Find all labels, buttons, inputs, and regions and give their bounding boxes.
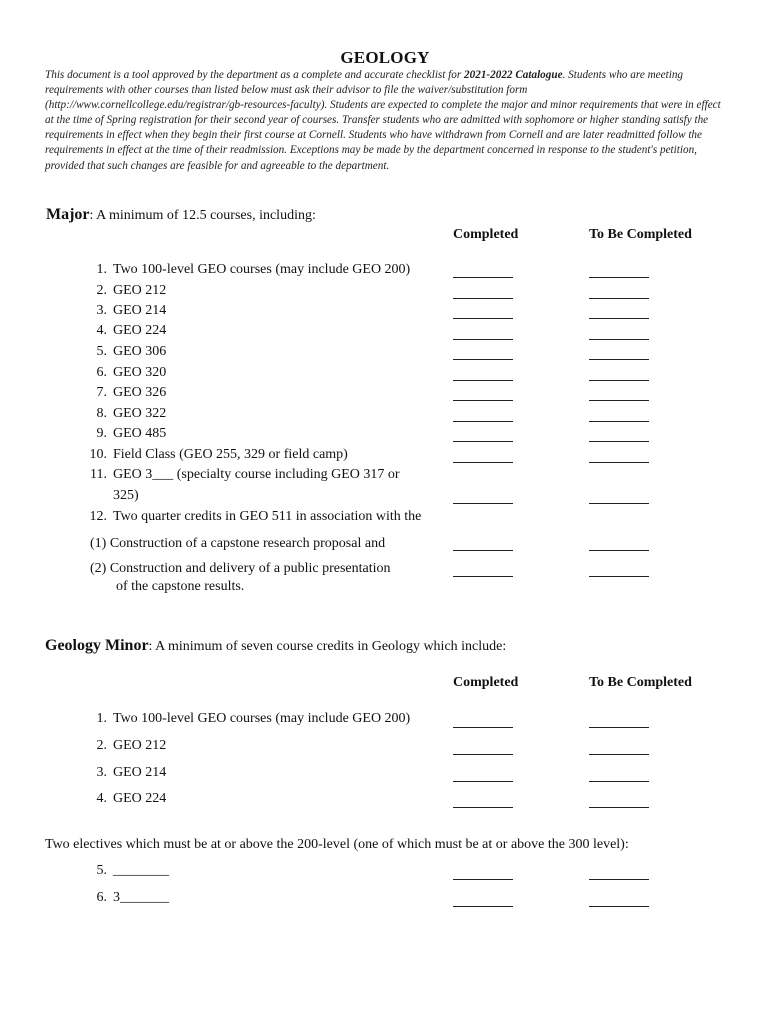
completed-blank[interactable] [453, 359, 513, 360]
to-be-completed-blank[interactable] [589, 727, 649, 728]
major-item: 4. GEO 224 [96, 323, 167, 338]
major-label: Major [46, 206, 90, 223]
completed-blank[interactable] [453, 754, 513, 755]
to-be-completed-blank[interactable] [589, 421, 649, 422]
to-be-completed-blank[interactable] [589, 576, 649, 577]
intro-text-1: This document is a tool approved by the department as a complete and accurate checklist for [45, 69, 465, 81]
major-item: 5. GEO 306 [96, 344, 167, 359]
to-be-completed-blank[interactable] [589, 359, 649, 360]
completed-blank[interactable] [453, 462, 513, 463]
completed-blank[interactable] [453, 298, 513, 299]
to-be-completed-blank[interactable] [589, 879, 649, 880]
major-item: 2. GEO 212 [96, 283, 167, 298]
to-be-completed-blank[interactable] [589, 550, 649, 551]
minor-description: : A minimum of seven course credits in Geology which include: [148, 639, 507, 654]
minor-item: 2. GEO 212 [96, 738, 167, 753]
major-description: : A minimum of 12.5 courses, including: [89, 208, 316, 223]
completed-blank[interactable] [453, 277, 513, 278]
completed-blank[interactable] [453, 318, 513, 319]
minor-col-completed: Completed [453, 675, 519, 690]
to-be-completed-blank[interactable] [589, 339, 649, 340]
major-item: 3. GEO 214 [96, 303, 167, 318]
completed-blank[interactable] [453, 550, 513, 551]
major-item: 10. Field Class (GEO 255, 329 or field camp) [89, 447, 348, 462]
to-be-completed-blank[interactable] [589, 400, 649, 401]
to-be-completed-blank[interactable] [589, 318, 649, 319]
completed-blank[interactable] [453, 339, 513, 340]
to-be-completed-blank[interactable] [589, 781, 649, 782]
major-item: 8. GEO 322 [96, 406, 167, 421]
to-be-completed-blank[interactable] [589, 503, 649, 504]
completed-blank[interactable] [453, 421, 513, 422]
completed-blank[interactable] [453, 576, 513, 577]
major-heading [46, 206, 316, 224]
completed-blank[interactable] [453, 380, 513, 381]
to-be-completed-blank[interactable] [589, 277, 649, 278]
major-item: 7. GEO 326 [96, 385, 167, 400]
elective-item[interactable]: 5. ________ [96, 863, 169, 878]
minor-item: 3. GEO 214 [96, 765, 167, 780]
completed-blank[interactable] [453, 503, 513, 504]
completed-blank[interactable] [453, 781, 513, 782]
major-item: 1. Two 100-level GEO courses (may include GEO 200) [96, 262, 411, 277]
completed-blank[interactable] [453, 879, 513, 880]
intro-paragraph [45, 68, 727, 174]
minor-col-to-be-completed: To Be Completed [589, 675, 692, 690]
minor-item: 4. GEO 224 [96, 791, 167, 806]
elective-item[interactable]: 6. 3_______ [96, 890, 169, 905]
to-be-completed-blank[interactable] [589, 906, 649, 907]
minor-heading [45, 637, 506, 655]
major-item: 11. GEO 3___ (specialty course including GEO 317 or [90, 467, 400, 482]
completed-blank[interactable] [453, 906, 513, 907]
major-item: 9. GEO 485 [96, 426, 167, 441]
major-subitem-proposal: (1) Construction of a capstone research proposal and [90, 536, 386, 551]
catalogue-year: 2021-2022 Catalogue [464, 69, 563, 81]
to-be-completed-blank[interactable] [589, 380, 649, 381]
intro-text-2: . Students who are meeting requirements with other courses than listed below must ask their advisor to file the waiver/substitution form (http://www.cornellcollege.edu/registrar/gb-resources-faculty). Students are expected to complete the major and minor requirements that were in effect at the time of Spring registration for their second year of courses. Transfer students who are admitted with sophomore or higher standing satisfy the requirements in effect when they begin their first course at Cornell. Students who have withdrawn from Cornell and are later readmitted follow the requirements in effect at the time of their readmission. Exceptions may be made by the department concerned in response to the student's petition, provided that such changes are feasible for and agreeable to the department. [45, 69, 721, 172]
completed-blank[interactable] [453, 727, 513, 728]
electives-description: Two electives which must be at or above the 200-level (one of which must be at or above the 300 level): [45, 837, 629, 852]
major-col-to-be-completed: To Be Completed [589, 227, 692, 242]
page-title: GEOLOGY [340, 48, 430, 67]
to-be-completed-blank[interactable] [589, 807, 649, 808]
to-be-completed-blank[interactable] [589, 754, 649, 755]
minor-item: 1. Two 100-level GEO courses (may include GEO 200) [96, 711, 411, 726]
major-item-continuation: 325) [113, 488, 139, 503]
major-subitem-presentation-cont: of the capstone results. [116, 579, 245, 594]
completed-blank[interactable] [453, 400, 513, 401]
minor-label: Geology Minor [45, 637, 149, 654]
completed-blank[interactable] [453, 441, 513, 442]
major-col-completed: Completed [453, 227, 519, 242]
to-be-completed-blank[interactable] [589, 441, 649, 442]
to-be-completed-blank[interactable] [589, 462, 649, 463]
completed-blank[interactable] [453, 807, 513, 808]
major-item: 12. Two quarter credits in GEO 511 in association with the [89, 509, 422, 524]
major-item: 6. GEO 320 [96, 365, 167, 380]
to-be-completed-blank[interactable] [589, 298, 649, 299]
major-subitem-presentation: (2) Construction and delivery of a public presentation [90, 561, 391, 576]
